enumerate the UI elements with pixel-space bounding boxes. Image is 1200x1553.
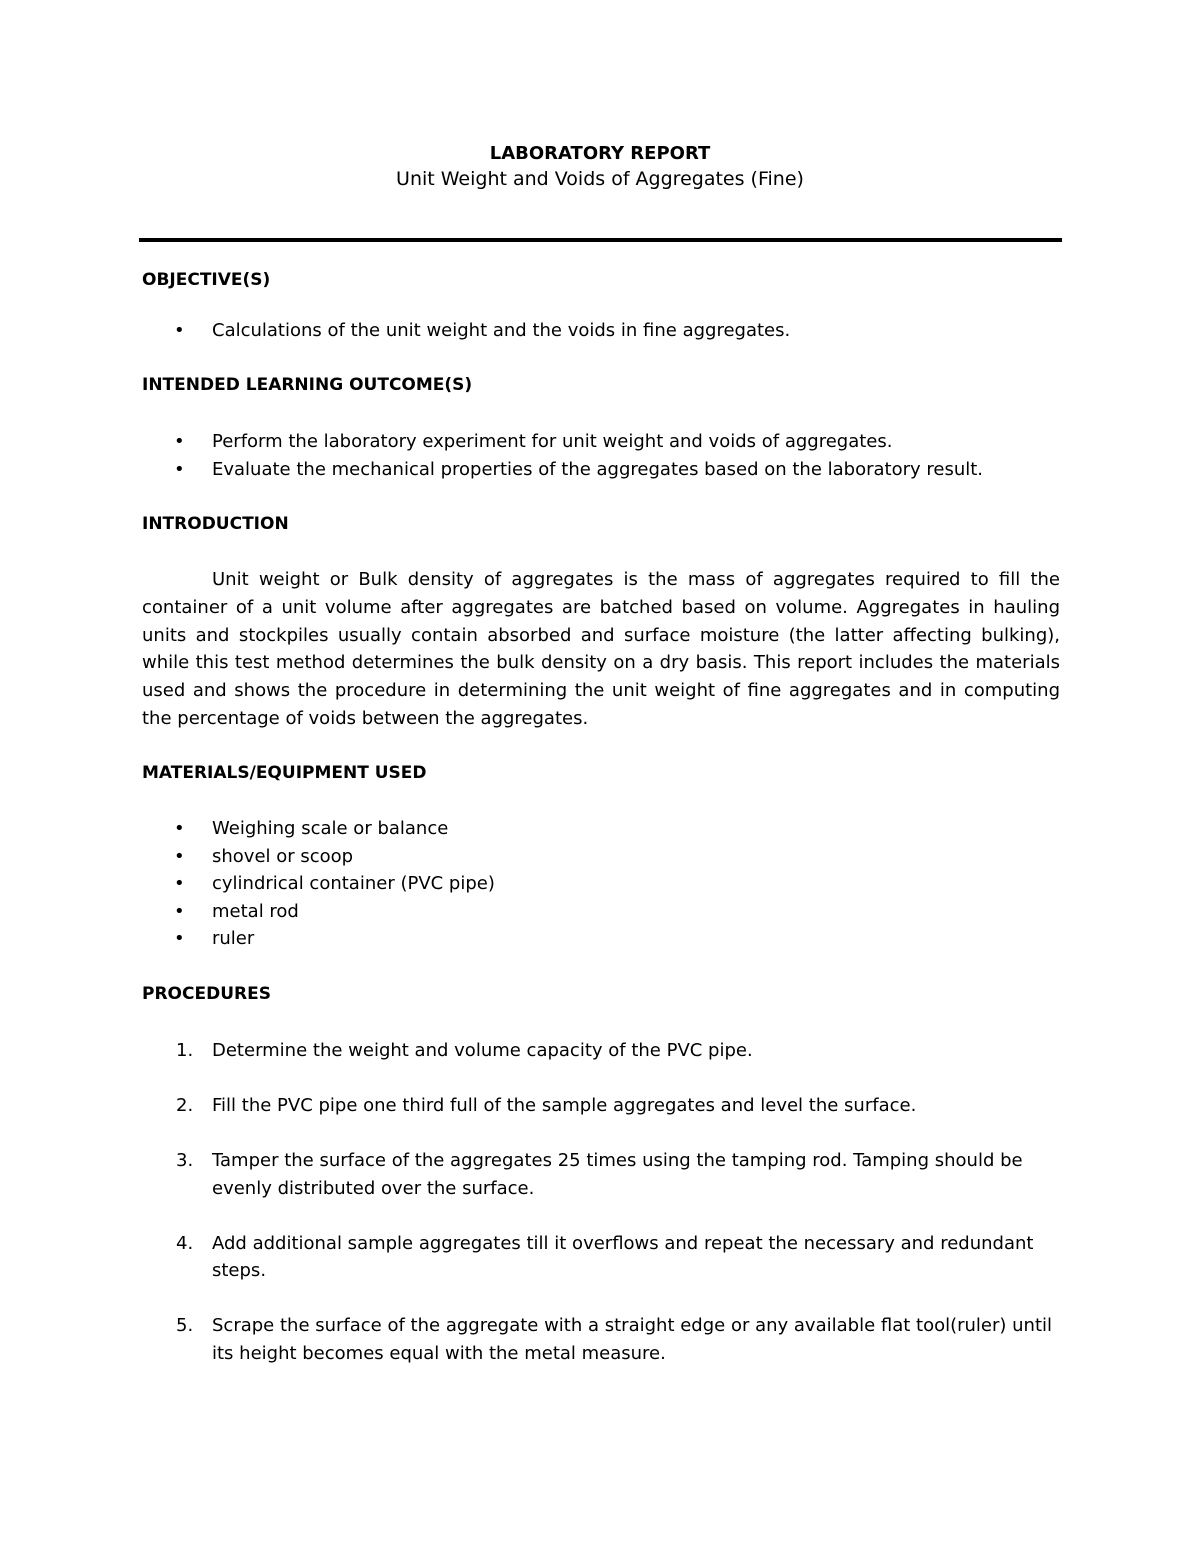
step-number: 4. [176,1232,194,1254]
ilo-list [142,428,1062,483]
list-item [142,870,1062,898]
procedures-list [142,1037,1062,1395]
step-text: Scrape the surface of the aggregate with a straight edge or any available flat tool(ruler) until its height becomes equal with the metal measure. [212,1315,1053,1364]
bullet-icon: • [174,845,185,867]
bullet-icon: • [174,320,185,341]
step-text: Determine the weight and volume capacity of the PVC pipe. [212,1040,753,1061]
step-number: 1. [176,1040,194,1061]
procedure-step [142,1147,1062,1202]
list-item-text: Calculations of the unit weight and the voids in fine aggregates. [212,320,791,341]
step-text: Tamper the surface of the aggregates 25 times using the tamping rod. Tamping should be evenly distributed over the surface. [212,1150,1023,1199]
procedure-step [142,1312,1062,1367]
list-item-text: Perform the laboratory experiment for unit weight and voids of aggregates. [212,431,893,452]
list-item [142,898,1062,926]
step-text: Add additional sample aggregates till it overflows and repeat the necessary and redundant steps. [212,1232,1034,1281]
list-item [142,925,1062,953]
list-item-text: shovel or scoop [212,845,354,867]
bullet-icon: • [174,928,185,949]
list-item-text: Evaluate the mechanical properties of the aggregates based on the laboratory result. [212,458,984,480]
introduction-paragraph: Unit weight or Bulk density of aggregates is the mass of aggregates required to fill the container of a unit volume after aggregates are batched based on volume. Aggregates in hauling units and stockpiles usually contain absorbed and surface moisture (the latter affecting bulking), while this test method determines the bulk density on a dry basis. This report includes the materials used and shows the procedure in determining the unit weight of fine aggregates and in computing the percentage of voids between the aggregates. [142,569,1060,729]
list-item [142,428,1062,456]
introduction-heading: INTRODUCTION [142,514,289,534]
bullet-icon: • [174,458,185,480]
objectives-list [142,317,1062,345]
list-item [142,317,1062,345]
report-header [0,142,1200,192]
materials-list [142,815,1062,953]
procedure-step [142,1230,1062,1285]
materials-heading: MATERIALS/EQUIPMENT USED [142,763,427,783]
list-item [142,843,1062,871]
step-number: 2. [176,1095,194,1116]
step-number: 3. [176,1150,194,1171]
objectives-heading: OBJECTIVE(S) [142,270,271,290]
header-divider [139,238,1062,242]
list-item-text: Weighing scale or balance [212,818,449,839]
bullet-icon: • [174,818,185,839]
bullet-icon: • [174,431,185,452]
bullet-icon: • [174,873,185,894]
ilo-heading: INTENDED LEARNING OUTCOME(S) [142,375,473,395]
list-item [142,815,1062,843]
list-item-text: ruler [212,928,255,949]
procedure-step [142,1037,1062,1065]
report-title: LABORATORY REPORT [489,143,711,164]
list-item-text: cylindrical container (PVC pipe) [212,873,495,894]
procedures-heading: PROCEDURES [142,984,271,1004]
report-subtitle: Unit Weight and Voids of Aggregates (Fine) [396,168,804,190]
list-item-text: metal rod [212,900,299,922]
bullet-icon: • [174,900,185,922]
list-item [142,456,1062,484]
step-text: Fill the PVC pipe one third full of the sample aggregates and level the surface. [212,1095,917,1116]
procedure-step [142,1092,1062,1120]
step-number: 5. [176,1315,194,1336]
